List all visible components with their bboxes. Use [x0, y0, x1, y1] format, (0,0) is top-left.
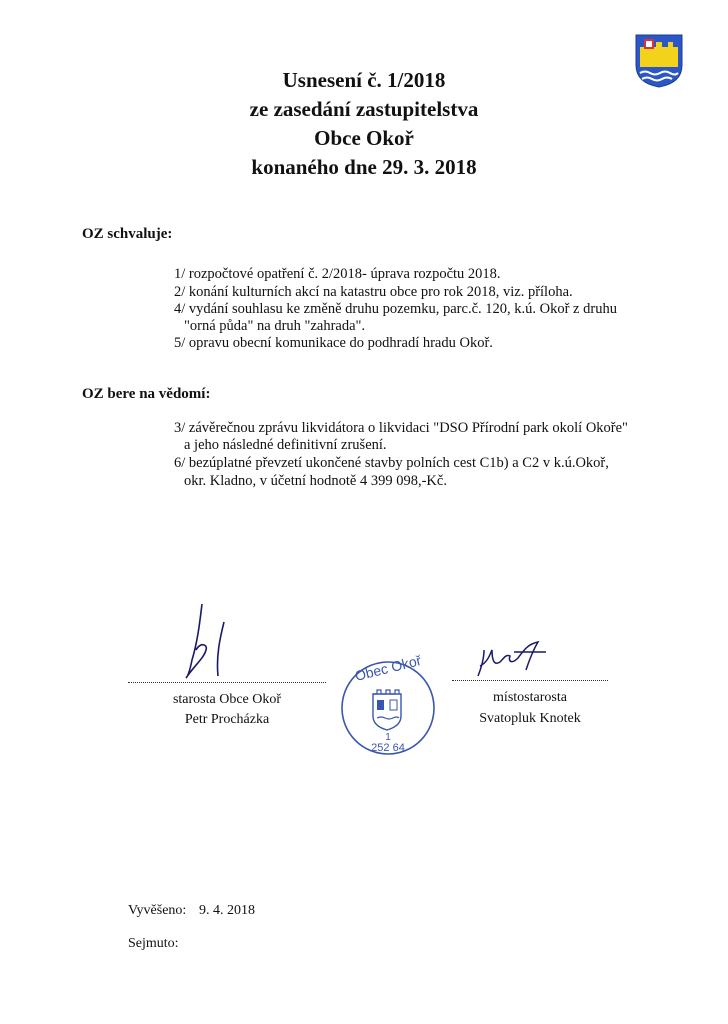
signature-line-left	[128, 682, 326, 683]
list-item: 6/ bezúplatné převzetí ukončené stavby polních cest C1b) a C2 v k.ú.Okoř,	[174, 455, 609, 471]
removed-label: Sejmuto:	[128, 936, 179, 951]
title-line-4: konaného dne 29. 3. 2018	[251, 155, 477, 179]
title-line-1: Usnesení č. 1/2018	[282, 68, 446, 92]
list-item: 2/ konání kulturních akcí na katastru obce pro rok 2018, viz. příloha.	[174, 284, 573, 300]
title-line-2: ze zasedání zastupitelstva	[249, 97, 479, 121]
signatory-name-left: Petr Procházka	[184, 712, 270, 727]
signatory-role-right: místostarosta	[493, 690, 567, 705]
signature-left	[170, 600, 240, 682]
signatory-name-right: Svatopluk Knotek	[479, 711, 581, 726]
posted-date: 9. 4. 2018	[199, 903, 255, 918]
stamp-postcode: 252 64	[371, 742, 405, 754]
list-item-continuation: "orná půda" na druh "zahrada".	[184, 318, 366, 334]
signature-right	[470, 636, 550, 680]
signatory-role-left: starosta Obce Okoř	[172, 692, 282, 707]
list-item: 1/ rozpočtové opatření č. 2/2018- úprava rozpočtu 2018.	[174, 266, 501, 282]
title-line-3: Obce Okoř	[314, 126, 414, 150]
list-item: 3/ závěrečnou zprávu likvidátora o likvidaci "DSO Přírodní park okolí Okoře"	[174, 420, 628, 436]
stamp-number: 1	[385, 732, 391, 743]
list-item: 5/ opravu obecní komunikace do podhradí hradu Okoř.	[174, 335, 493, 351]
section-heading-approves: OZ schvaluje:	[82, 226, 173, 242]
list-item-continuation: okr. Kladno, v účetní hodnotě 4 399 098,-Kč.	[184, 473, 447, 489]
list-item-continuation: a jeho následné definitivní zrušení.	[184, 437, 387, 453]
section-heading-notes: OZ bere na vědomí:	[82, 386, 211, 402]
stamp-top-text: Obec Okoř	[353, 652, 423, 684]
signature-line-right	[452, 680, 608, 681]
posted-label: Vyvěšeno:	[128, 903, 187, 918]
list-item: 4/ vydání souhlasu ke změně druhu pozemku, parc.č. 120, k.ú. Okoř z druhu	[174, 301, 617, 317]
